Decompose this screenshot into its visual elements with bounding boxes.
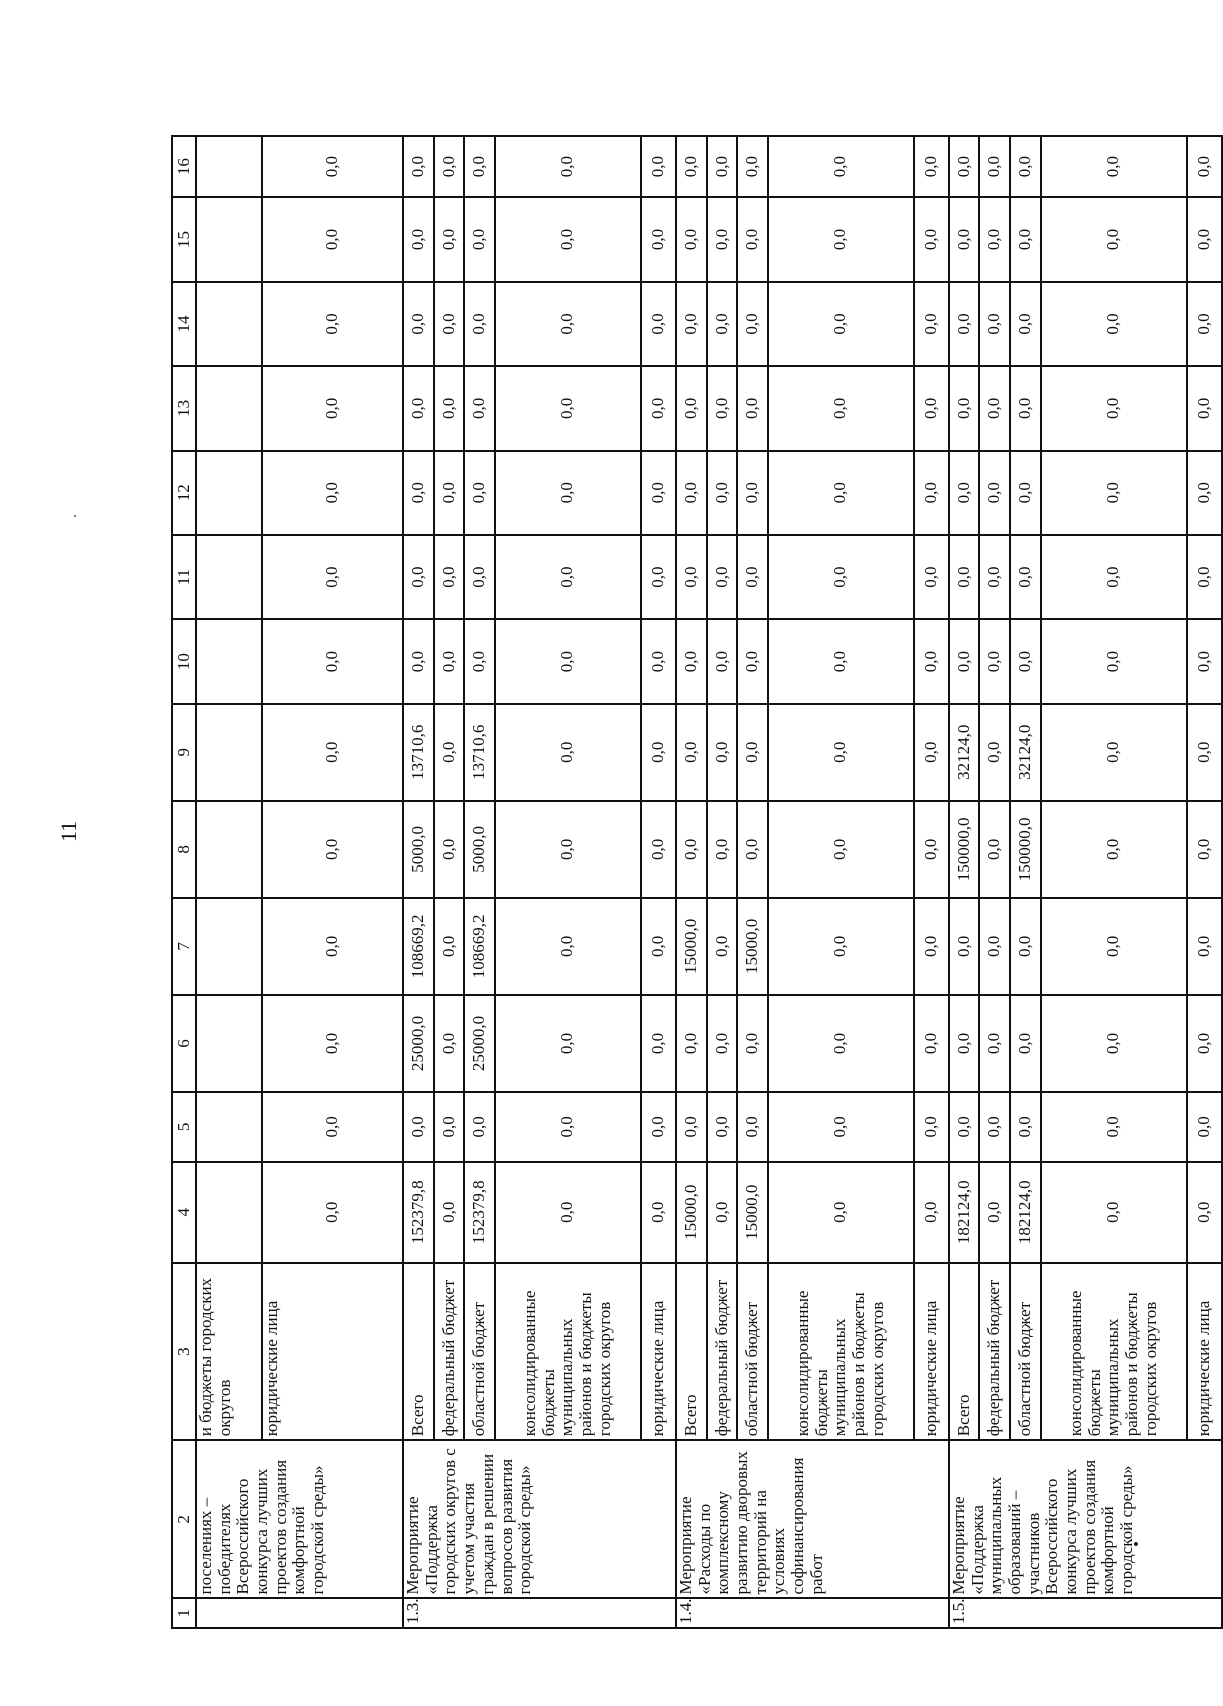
value-cell: 0,0 [262, 801, 403, 898]
table-row [434, 136, 465, 1628]
value-cell: 0,0 [262, 898, 403, 995]
value-cell: 0,0 [768, 451, 914, 535]
value-cell: 0,0 [979, 995, 1010, 1092]
col-header: 7 [172, 898, 196, 995]
value-cell: 0,0 [495, 1092, 641, 1162]
value-cell: 0,0 [707, 1092, 738, 1162]
value-cell: 0,0 [707, 136, 738, 197]
value-cell: 0,0 [676, 282, 707, 366]
funding-source-cell: Всего [949, 1263, 980, 1440]
table-row [979, 136, 1010, 1628]
value-cell: 0,0 [979, 197, 1010, 281]
value-cell: 0,0 [707, 282, 738, 366]
value-cell: 0,0 [676, 366, 707, 450]
col-header: 6 [172, 995, 196, 1092]
value-cell: 0,0 [949, 619, 980, 703]
value-cell: 0,0 [949, 366, 980, 450]
value-cell: 0,0 [1187, 535, 1222, 619]
row-number-cell: 1.3. [403, 1598, 676, 1628]
value-cell [196, 1092, 262, 1162]
value-cell: 0,0 [403, 136, 434, 197]
value-cell: 0,0 [979, 704, 1010, 801]
value-cell: 108669,2 [464, 898, 495, 995]
value-cell: 0,0 [1041, 898, 1187, 995]
value-cell: 0,0 [434, 1092, 465, 1162]
value-cell: 0,0 [641, 619, 676, 703]
value-cell: 0,0 [641, 282, 676, 366]
value-cell: 0,0 [1187, 451, 1222, 535]
value-cell: 0,0 [949, 995, 980, 1092]
value-cell: 0,0 [707, 1162, 738, 1263]
value-cell: 0,0 [1010, 898, 1041, 995]
value-cell: 0,0 [262, 451, 403, 535]
value-cell: 0,0 [262, 366, 403, 450]
value-cell: 0,0 [641, 1092, 676, 1162]
col-header: 2 [172, 1440, 196, 1598]
value-cell: 0,0 [262, 1092, 403, 1162]
table-row [403, 136, 434, 1628]
value-cell: 15000,0 [676, 1162, 707, 1263]
value-cell: 0,0 [1187, 801, 1222, 898]
value-cell: 0,0 [914, 366, 949, 450]
col-header: 10 [172, 619, 196, 703]
value-cell: 0,0 [914, 619, 949, 703]
page-number: 11 [56, 820, 81, 842]
value-cell: 0,0 [1010, 451, 1041, 535]
value-cell: 0,0 [434, 451, 465, 535]
value-cell: 0,0 [768, 1162, 914, 1263]
funding-source-cell: Всего [403, 1263, 434, 1440]
col-header: 5 [172, 1092, 196, 1162]
value-cell: 0,0 [979, 1162, 1010, 1263]
value-cell: 5000,0 [403, 801, 434, 898]
value-cell: 0,0 [914, 801, 949, 898]
value-cell [196, 898, 262, 995]
value-cell: 0,0 [464, 1092, 495, 1162]
value-cell: 0,0 [262, 1162, 403, 1263]
funding-source-cell: областной бюджет [737, 1263, 768, 1440]
row-number-cell: 1.4. [676, 1598, 949, 1628]
value-cell: 0,0 [707, 801, 738, 898]
value-cell: 0,0 [914, 282, 949, 366]
value-cell: 0,0 [979, 535, 1010, 619]
value-cell: 0,0 [434, 995, 465, 1092]
funding-source-cell: федеральный бюджет [707, 1263, 738, 1440]
value-cell: 0,0 [1010, 197, 1041, 281]
value-cell: 0,0 [979, 898, 1010, 995]
value-cell: 182124,0 [1010, 1162, 1041, 1263]
event-title-cell: поселениях – победителях Всероссийского конкурса лучших проектов создания комфортной городской среды» [196, 1440, 403, 1598]
value-cell: 15000,0 [737, 1162, 768, 1263]
value-cell: 0,0 [1041, 282, 1187, 366]
value-cell: 0,0 [1041, 704, 1187, 801]
value-cell: 0,0 [495, 995, 641, 1092]
table-body [196, 136, 1222, 1628]
value-cell: 0,0 [641, 801, 676, 898]
value-cell: 25000,0 [464, 995, 495, 1092]
value-cell: 0,0 [737, 704, 768, 801]
value-cell: 0,0 [676, 1092, 707, 1162]
value-cell: 0,0 [434, 801, 465, 898]
value-cell: 0,0 [949, 535, 980, 619]
value-cell: 0,0 [949, 136, 980, 197]
value-cell: 0,0 [707, 451, 738, 535]
value-cell [196, 995, 262, 1092]
value-cell: 0,0 [434, 535, 465, 619]
value-cell: 0,0 [914, 898, 949, 995]
value-cell: 0,0 [641, 136, 676, 197]
value-cell: 0,0 [1041, 995, 1187, 1092]
value-cell: 0,0 [1010, 995, 1041, 1092]
value-cell: 0,0 [1187, 898, 1222, 995]
value-cell: 13710,6 [464, 704, 495, 801]
value-cell: 0,0 [262, 995, 403, 1092]
value-cell: 0,0 [1187, 136, 1222, 197]
table-row [737, 136, 768, 1628]
value-cell: 0,0 [979, 801, 1010, 898]
value-cell: 0,0 [403, 197, 434, 281]
funding-source-cell: юридические лица [262, 1263, 403, 1440]
value-cell: 0,0 [464, 451, 495, 535]
value-cell: 0,0 [737, 136, 768, 197]
value-cell: 0,0 [262, 136, 403, 197]
value-cell: 32124,0 [949, 704, 980, 801]
value-cell: 0,0 [1041, 197, 1187, 281]
value-cell: 15000,0 [737, 898, 768, 995]
value-cell: 0,0 [495, 451, 641, 535]
table-row [1187, 136, 1222, 1628]
value-cell: 0,0 [641, 197, 676, 281]
value-cell: 0,0 [641, 451, 676, 535]
value-cell: 0,0 [495, 136, 641, 197]
value-cell: 0,0 [403, 451, 434, 535]
value-cell: 152379,8 [403, 1162, 434, 1263]
value-cell: 0,0 [676, 451, 707, 535]
value-cell: 0,0 [495, 197, 641, 281]
value-cell: 0,0 [979, 136, 1010, 197]
table-row [768, 136, 914, 1628]
row-number-cell [196, 1598, 403, 1628]
col-header: 3 [172, 1263, 196, 1440]
value-cell: 15000,0 [676, 898, 707, 995]
value-cell: 0,0 [495, 704, 641, 801]
value-cell [196, 197, 262, 281]
value-cell: 0,0 [1041, 619, 1187, 703]
value-cell: 0,0 [768, 282, 914, 366]
value-cell: 0,0 [1187, 366, 1222, 450]
value-cell: 0,0 [262, 704, 403, 801]
value-cell: 0,0 [262, 619, 403, 703]
value-cell: 0,0 [707, 995, 738, 1092]
col-header: 15 [172, 197, 196, 281]
value-cell: 0,0 [1010, 1092, 1041, 1162]
value-cell: 0,0 [495, 282, 641, 366]
value-cell: 0,0 [641, 995, 676, 1092]
col-header: 14 [172, 282, 196, 366]
value-cell: 0,0 [914, 136, 949, 197]
table-row [495, 136, 641, 1628]
value-cell: 0,0 [676, 619, 707, 703]
value-cell: 0,0 [676, 704, 707, 801]
value-cell: 0,0 [403, 282, 434, 366]
value-cell: 0,0 [1010, 535, 1041, 619]
value-cell: 0,0 [495, 535, 641, 619]
value-cell: 0,0 [434, 898, 465, 995]
value-cell: 0,0 [1041, 1092, 1187, 1162]
table-row [676, 136, 707, 1628]
value-cell: 0,0 [1010, 619, 1041, 703]
value-cell: 0,0 [979, 282, 1010, 366]
value-cell: 0,0 [737, 197, 768, 281]
value-cell: 0,0 [914, 1162, 949, 1263]
value-cell: 0,0 [707, 197, 738, 281]
value-cell: 0,0 [262, 282, 403, 366]
value-cell: 0,0 [1041, 1162, 1187, 1263]
value-cell: 0,0 [434, 366, 465, 450]
funding-source-cell: консолидированные бюджеты муниципальных районов и бюджеты городских округов [495, 1263, 641, 1440]
value-cell: 0,0 [676, 197, 707, 281]
value-cell: 0,0 [768, 704, 914, 801]
value-cell: 0,0 [914, 995, 949, 1092]
event-title-cell: Мероприятие «Поддержка городских округов с учетом участия граждан в решении вопросов развития городской среды» [403, 1440, 676, 1598]
value-cell: 0,0 [434, 136, 465, 197]
value-cell: 182124,0 [949, 1162, 980, 1263]
value-cell: 0,0 [434, 704, 465, 801]
value-cell [196, 136, 262, 197]
funding-source-cell: и бюджеты городских округов [196, 1263, 262, 1440]
table-row [464, 136, 495, 1628]
value-cell: 0,0 [914, 704, 949, 801]
value-cell [196, 1162, 262, 1263]
value-cell: 0,0 [737, 535, 768, 619]
value-cell: 0,0 [979, 366, 1010, 450]
funding-source-cell: юридические лица [1187, 1263, 1222, 1440]
value-cell: 0,0 [979, 619, 1010, 703]
value-cell: 0,0 [1010, 282, 1041, 366]
value-cell: 0,0 [464, 366, 495, 450]
value-cell: 5000,0 [464, 801, 495, 898]
col-header: 1 [172, 1598, 196, 1628]
value-cell: 0,0 [768, 1092, 914, 1162]
value-cell: 0,0 [641, 535, 676, 619]
value-cell: 0,0 [949, 197, 980, 281]
value-cell: 0,0 [464, 535, 495, 619]
value-cell: 0,0 [914, 535, 949, 619]
value-cell: 0,0 [495, 366, 641, 450]
table-row [196, 136, 262, 1628]
value-cell: 0,0 [1041, 366, 1187, 450]
funding-source-cell: областной бюджет [464, 1263, 495, 1440]
value-cell: 0,0 [737, 801, 768, 898]
value-cell: 0,0 [768, 801, 914, 898]
value-cell: 0,0 [641, 1162, 676, 1263]
event-title-cell: Мероприятие «Поддержка муниципальных образований – участников Всероссийского конкурса лучших проектов создания комфортной городской среды» [949, 1440, 1222, 1598]
col-header: 13 [172, 366, 196, 450]
col-header: 4 [172, 1162, 196, 1263]
value-cell: 0,0 [262, 535, 403, 619]
funding-source-cell: федеральный бюджет [434, 1263, 465, 1440]
funding-source-cell: областной бюджет [1010, 1263, 1041, 1440]
value-cell: 32124,0 [1010, 704, 1041, 801]
value-cell: 0,0 [403, 535, 434, 619]
value-cell: 0,0 [403, 619, 434, 703]
value-cell: 0,0 [434, 282, 465, 366]
value-cell: 0,0 [707, 366, 738, 450]
value-cell: 0,0 [403, 366, 434, 450]
value-cell: 0,0 [768, 197, 914, 281]
value-cell [196, 451, 262, 535]
table-row [1010, 136, 1041, 1628]
table-row [641, 136, 676, 1628]
value-cell: 0,0 [768, 995, 914, 1092]
value-cell: 0,0 [1187, 704, 1222, 801]
value-cell: 0,0 [914, 451, 949, 535]
value-cell: 0,0 [707, 535, 738, 619]
value-cell: 0,0 [949, 451, 980, 535]
header-row [172, 136, 196, 1628]
value-cell: 0,0 [979, 1092, 1010, 1162]
value-cell: 152379,8 [464, 1162, 495, 1263]
value-cell: 0,0 [737, 282, 768, 366]
value-cell: 0,0 [737, 1092, 768, 1162]
value-cell: 0,0 [464, 619, 495, 703]
rotated-table-container [171, 135, 1223, 1629]
value-cell: 0,0 [949, 282, 980, 366]
value-cell: 0,0 [768, 898, 914, 995]
row-number-cell: 1.5. [949, 1598, 1222, 1628]
col-header: 8 [172, 801, 196, 898]
table-row [262, 136, 403, 1628]
col-header: 11 [172, 535, 196, 619]
value-cell: 0,0 [1187, 197, 1222, 281]
value-cell: 0,0 [495, 1162, 641, 1263]
value-cell: 0,0 [641, 898, 676, 995]
value-cell: 0,0 [434, 197, 465, 281]
value-cell: 0,0 [1187, 282, 1222, 366]
value-cell [196, 801, 262, 898]
value-cell: 0,0 [403, 1092, 434, 1162]
value-cell: 0,0 [464, 282, 495, 366]
value-cell: 0,0 [1010, 366, 1041, 450]
value-cell: 150000,0 [1010, 801, 1041, 898]
col-header: 9 [172, 704, 196, 801]
value-cell: 25000,0 [403, 995, 434, 1092]
funding-source-cell: консолидированные бюджеты муниципальных районов и бюджеты городских округов [768, 1263, 914, 1440]
value-cell [196, 535, 262, 619]
funding-source-cell: Всего [676, 1263, 707, 1440]
value-cell [196, 366, 262, 450]
value-cell: 0,0 [1187, 1092, 1222, 1162]
value-cell: 0,0 [737, 366, 768, 450]
table-row [914, 136, 949, 1628]
budget-table [171, 135, 1223, 1629]
value-cell: 0,0 [979, 451, 1010, 535]
value-cell: 0,0 [495, 898, 641, 995]
value-cell: 0,0 [768, 366, 914, 450]
value-cell: 0,0 [641, 366, 676, 450]
value-cell: 0,0 [495, 801, 641, 898]
table-row [707, 136, 738, 1628]
value-cell: 0,0 [768, 619, 914, 703]
value-cell: 0,0 [676, 995, 707, 1092]
value-cell: 0,0 [914, 1092, 949, 1162]
value-cell: 0,0 [1041, 451, 1187, 535]
value-cell: 0,0 [768, 535, 914, 619]
funding-source-cell: юридические лица [641, 1263, 676, 1440]
value-cell: 0,0 [1187, 995, 1222, 1092]
value-cell: 0,0 [914, 197, 949, 281]
event-title-cell: Мероприятие «Расходы по комплексному развитию дворовых территорий на условиях софинансирования работ [676, 1440, 949, 1598]
value-cell: 0,0 [707, 619, 738, 703]
value-cell: 0,0 [262, 197, 403, 281]
value-cell: 150000,0 [949, 801, 980, 898]
scan-speck [74, 515, 76, 517]
value-cell: 13710,6 [403, 704, 434, 801]
value-cell: 0,0 [676, 535, 707, 619]
table-row [949, 136, 980, 1628]
col-header: 12 [172, 451, 196, 535]
value-cell: 0,0 [495, 619, 641, 703]
value-cell: 0,0 [641, 704, 676, 801]
value-cell: 0,0 [949, 898, 980, 995]
value-cell: 0,0 [737, 619, 768, 703]
value-cell: 0,0 [676, 801, 707, 898]
value-cell: 0,0 [949, 1092, 980, 1162]
table-row [1041, 136, 1187, 1628]
value-cell: 108669,2 [403, 898, 434, 995]
value-cell: 0,0 [464, 136, 495, 197]
value-cell: 0,0 [1187, 1162, 1222, 1263]
col-header: 16 [172, 136, 196, 197]
value-cell [196, 282, 262, 366]
funding-source-cell: консолидированные бюджеты муниципальных районов и бюджеты городских округов [1041, 1263, 1187, 1440]
value-cell: 0,0 [707, 704, 738, 801]
value-cell: 0,0 [1187, 619, 1222, 703]
value-cell: 0,0 [737, 995, 768, 1092]
value-cell: 0,0 [676, 136, 707, 197]
value-cell: 0,0 [464, 197, 495, 281]
value-cell: 0,0 [737, 451, 768, 535]
value-cell: 0,0 [768, 136, 914, 197]
value-cell: 0,0 [1041, 535, 1187, 619]
value-cell: 0,0 [1041, 136, 1187, 197]
value-cell [196, 704, 262, 801]
funding-source-cell: федеральный бюджет [979, 1263, 1010, 1440]
value-cell: 0,0 [1041, 801, 1187, 898]
value-cell: 0,0 [434, 1162, 465, 1263]
value-cell: 0,0 [434, 619, 465, 703]
funding-source-cell: юридические лица [914, 1263, 949, 1440]
value-cell: 0,0 [1010, 136, 1041, 197]
value-cell [196, 619, 262, 703]
value-cell: 0,0 [707, 898, 738, 995]
